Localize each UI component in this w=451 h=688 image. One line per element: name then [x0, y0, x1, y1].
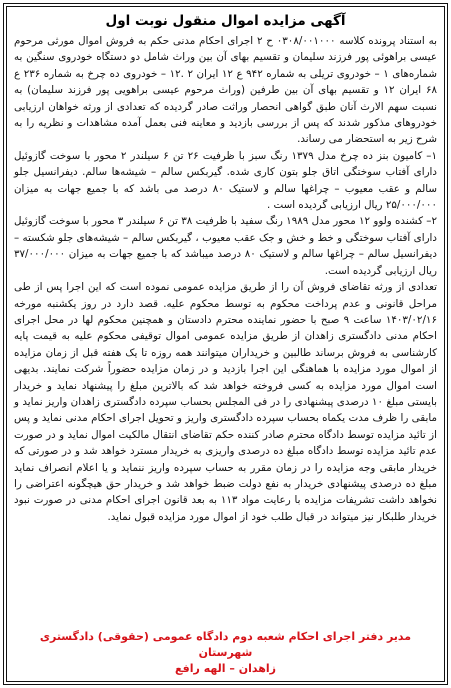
signature-office: مدیر دفتر اجرای احکام شعبه دوم دادگاه عمومی (حقوقی) دادگستری شهرستان	[39, 630, 412, 659]
outer-border	[3, 3, 448, 685]
intro-paragraph: به استناد پرونده کلاسه ۰۳۰۸/۰۰۱۰۰۰ ح ۲ اجرای احکام مدنی حکم به فروش اموال مورثی مرحوم عیسی براهوئی پور فرزند سلیمان و تقسیم بهای آن بین وراث شامل دو دستگاه خودروی سنگین به شماره‌های ۱ – خودروی تریلی به شماره ۹۴۲ ع ۱۲ ایران ۲ .۱۲ – خودروی ده چرخ به شماره ۲۳۶ ع ۶۸ ایران ۱۲ و تقسیم بهای آن بین طرفین (وراث مرحوم عیسی براهویی پور فرزند سلیمان) به نسبت سهم الارث آنان طبق گواهی انحصار وراثت صادر گردیده که تعدادی از ورثه خواهان ارزیابی خودروهای مذکور شدند که پس از بررسی بازدید و معاینه فنی بعمل آمده مشاهدات و نظریه را به شرح زیر به استحضار می رساند.	[14, 35, 438, 146]
inner-border	[6, 6, 445, 682]
ad-body	[14, 33, 437, 627]
ad-title: آگهی مزایده اموال منقول نوبت اول	[105, 13, 346, 29]
signature-block	[14, 629, 437, 677]
signature-name: زاهدان – الهه رافع	[175, 662, 276, 675]
item-1-paragraph: ۱– کامیون بنز ده چرخ مدل ۱۳۷۹ رنگ سبز با ظرفیت ۲۶ تن ۶ سیلندر ۲ محور با سوخت گازوئیل دارای آفتاب سوختگی اتاق جلو بتون کاری شده. گیربکس سالم – شیشه‌ها سالم. دیفرانسیل جلو سالم و عقب معیوب – چراغها سالم و لاستیک ۸۰ درصد می باشد که با جمیع جهات به میزان ۲۵/۰۰۰/۰۰۰ ریال ارزیابی گردیده است .	[14, 149, 438, 212]
item-2-paragraph: ۲– کشنده ولوو ۱۲ محور مدل ۱۹۸۹ رنگ سفید با ظرفیت ۳۸ تن ۶ سیلندر ۳ محور با سوخت گازوئیل دارای آفتاب سوختگی و خط و خش و جک عقب معیوب ، گیربکس سالم – شیشه‌های جلو شکسته – دیفرانسیل سالم – چراغها سالم و لاستیک ۸۰ درصد میباشد که با جمیع جهات به میزان ۳۷/۰۰۰/۰۰۰ ریال ارزیابی گردیده است.	[14, 215, 438, 277]
terms-paragraph: تعدادی از ورثه تقاضای فروش آن را از طریق مزایده عمومی نموده است که این اجرا پس از طی مراحل قانونی و عدم پرداخت محکوم به توسط محکوم علیه. قصد دارد در روز یکشنبه مورخه ۱۴۰۳/۰۲/۱۶ ساعت ۹ صبح با حضور نماینده محترم دادستان و همچنین محکوم لها در محل اجرای احکام مدنی دادگستری زاهدان از طریق مزایده عمومی اموال توقیفی محکوم علیه به قیمت پایه کارشناسی به فروش برساند طالبین و خریداران میتوانند همه روزه تا یک هفته قبل از زمان مزایده از اموال مورد مزایده با هماهنگی این اجرا بازدید و در زمان مزایده حضوراً شرکت نمایند. بدیهی است اموال مورد مزایده به کسی فروخته خواهد شد که بالاترین مبلغ را پیشنهاد نماید و خریدار بایستی مبلغ ۱۰ درصدی پیشنهادی را در فی المجلس بحساب سپرده دادگستری زاهدان واریز نماید و مابقی را ظرف مدت یکماه بحساب سپرده دادگستری واریز و تحویل اجرای احکام مدنی نماید و پس از تائید مزایده توسط دادگاه محترم صادر کننده حکم تقاضای انتقال مالکیت اموال نماید و در صورت عدم تائید مزایده توسط دادگاه مبلغ ده درصدی واریزی به خریدار مسترد خواهد شد و در صورتی که خریدار مابقی وجه مزایده را در زمان مقرر به حساب سپرده واریز ننماید و یا اعلام انصراف نماید مبلغ ده درصدی پیشنهادی خریدار به نفع دولت ضبط خواهد شد و خریدار حق هیچگونه اعتراضی را نخواهد داشت تشریفات مزایده با رعایت مواد ۱۱۳ به بعد قانون اجرای احکام مدنی در صورت نبود خریدار طلبکار نیز میتواند در قبال طلب خود از اموال مورد مزایده قبول نماید.	[14, 281, 438, 523]
